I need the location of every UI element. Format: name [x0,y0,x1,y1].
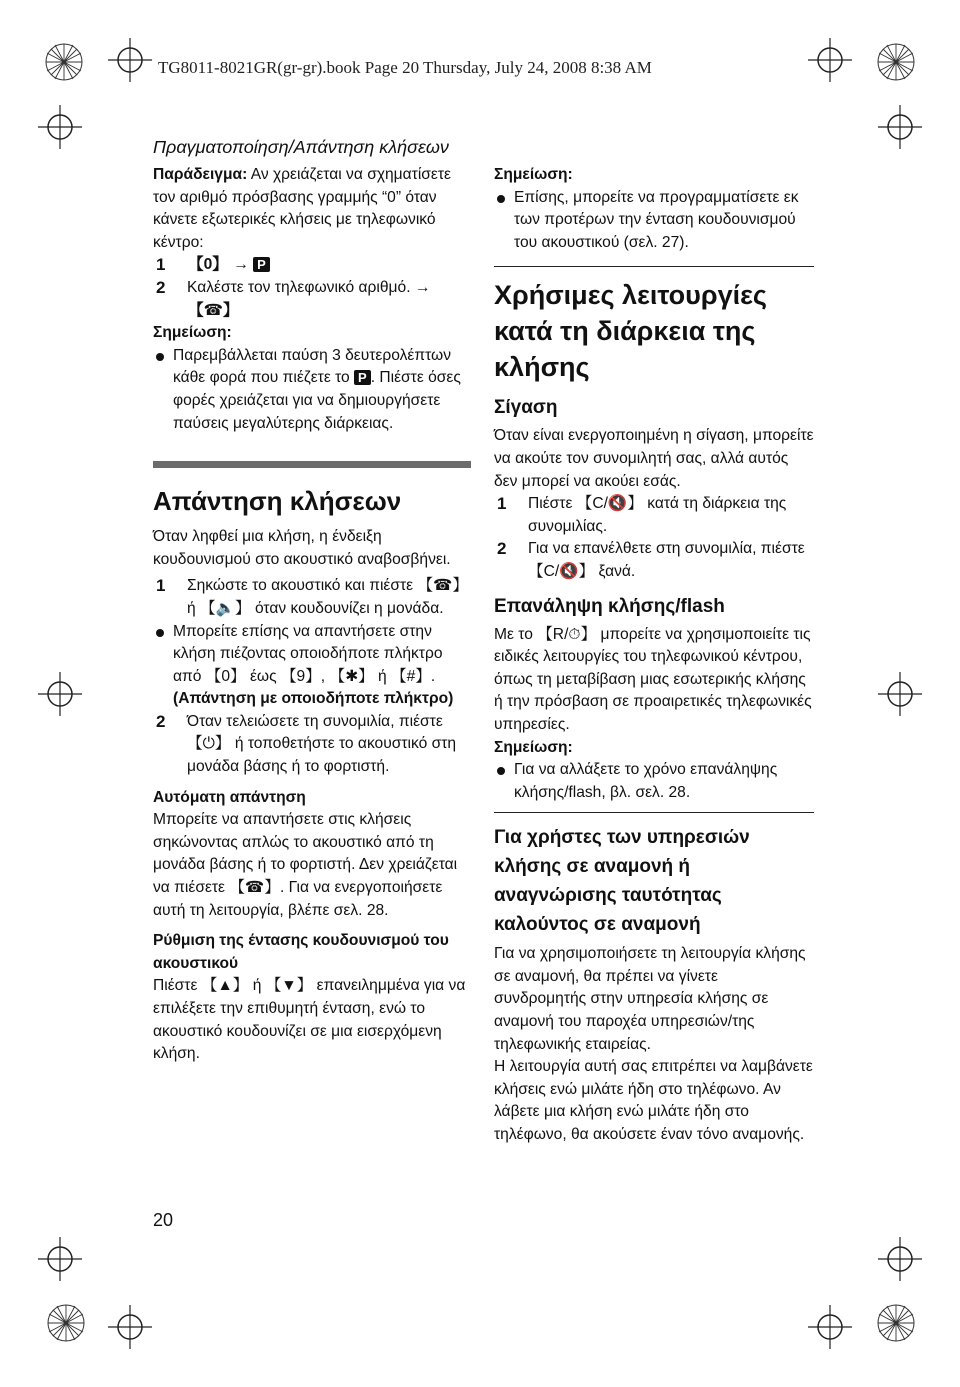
example-paragraph [153,164,471,254]
registration-mark-bottom-right [808,1305,852,1349]
arrow: → [228,256,254,274]
registration-mark-top-left [108,38,152,82]
section-divider-bar [153,461,471,468]
note-label: Σημείωση: [153,324,232,342]
step-2 [153,277,471,322]
step-number: 1 [497,494,507,514]
mute-step-1-text: Πιέστε 【C/🔇】 κατά τη διάρκεια της συνομιλίας. [528,495,787,535]
step-number: 2 [497,539,507,559]
page-number: 20 [153,1210,174,1230]
answer-step-1-text: Σηκώστε το ακουστικό και πιέστε 【☎】 ή 【🔈】 όταν κουδουνίζει η μονάδα. [187,577,469,617]
left-column [153,134,471,1066]
registration-mark-left-upper [38,105,82,149]
auto-answer-heading: Αυτόματη απάντηση [153,788,306,806]
call-waiting-text-1: Για να χρησιμοποιήσετε τη λειτουργία κλήσης σε αναμονή, θα πρέπει να γίνετε συνδρομητής στην υπηρεσία κλήσης σε αναμονή του παροχέα υπηρεσιών/της τηλεφωνικής εταιρείας. [494,945,806,1053]
heading-rule [494,812,814,813]
auto-answer-text: Μπορείτε να απαντήσετε στις κλήσεις σηκώνοντας απλώς το ακουστικό από τη μονάδα βάσης ή το φορτιστή. Δεν χρειάζεται να πιέσετε 【☎】. Για να ενεργοποιήσετε αυτή τη λειτουργία, βλέπε σελ. 28. [153,811,458,919]
heading-rule [494,266,814,267]
corner-rosette-top-left [44,42,84,82]
registration-mark-right-upper [878,105,922,149]
note-label: Σημείωση: [494,166,573,183]
registration-mark-bottom-left [108,1305,152,1349]
registration-mark-right-lower [878,1237,922,1281]
right-column [494,164,814,1147]
step-number: 2 [156,711,166,731]
note-text-b: . Πιέστε όσες φορές χρειάζεται για να δημιουργήσετε παύσεις μεγαλύτερης διάρκειας. [173,369,461,432]
registration-mark-right-middle [878,672,922,716]
pause-key-icon: P [354,370,371,385]
mute-step-2-text: Για να επανέλθετε στη συνομιλία, πιέστε 【C/🔇】 ξανά. [528,540,805,580]
answer-step-1 [153,575,471,620]
recall-note-label: Σημείωση: [494,738,573,756]
example-label: Παράδειγμα: [153,166,248,183]
recall-text: Με το 【R/⏱】 μπορείτε να χρησιμοποιείτε τις ειδικές λειτουργίες του τηλεφωνικού κέντρου, όπως τη μεταβίβαση μιας εσωτερικής κλήσης ή την πρόσβαση σε προαιρετικές τηλεφωνικές υπηρεσίες. [494,625,812,733]
recall-note-bullet: Για να αλλάξετε το χρόνο επανάληψης κλήσης/flash, βλ. σελ. 28. [494,759,814,804]
corner-rosette-bottom-right [876,1303,916,1343]
key-0: 【0】 [188,256,228,274]
note-bullet: Επίσης, μπορείτε να προγραμματίσετε εκ των προτέρων την ένταση κουδουνισμού του ακουστικού (σελ. 27). [494,187,814,255]
useful-features-heading: Χρήσιμες λειτουργίες κατά τη διάρκεια της κλήσης [494,280,767,383]
ringer-volume-text: Πιέστε 【▲】 ή 【▼】 επανειλημμένα για να επιλέξετε την επιθυμητή ένταση, ενώ το ακουστικό κουδουνίζει σε μια εισερχόμενη κλήση. [153,977,466,1063]
step-number: 1 [156,255,166,275]
corner-rosette-top-right [876,42,916,82]
pause-key-icon: P [253,257,270,272]
step-1 [153,254,471,277]
call-waiting-heading: Για χρήστες των υπηρεσιών κλήσης σε αναμονή ή αναγνώρισης ταυτότητας καλούντος σε αναμονή [494,827,750,936]
mute-step-2 [494,538,814,583]
print-header: TG8011-8021GR(gr-gr).book Page 20 Thursday, July 24, 2008 8:38 AM [158,58,652,77]
mute-heading: Σίγαση [494,397,558,419]
registration-mark-left-lower [38,1237,82,1281]
answer-heading: Απάντηση κλήσεων [153,486,402,517]
corner-rosette-bottom-left [46,1303,86,1343]
step-number: 2 [156,277,166,297]
step-2-text: Καλέστε τον τηλεφωνικό αριθμό. → [187,278,431,296]
recall-heading: Επανάληψη κλήσης/flash [494,595,725,617]
section-title: Πραγματοποίηση/Απάντηση κλήσεων [153,137,449,157]
note-text-a: Παρεμβάλλεται παύση 3 δευτερολέπτων κάθε φορά που πιέζετε το [173,346,452,387]
step-number: 1 [156,576,166,596]
answer-step-2-text: Όταν τελειώσετε τη συνομιλία, πιέστε 【⏻】 ή τοποθετήστε το ακουστικό στη μονάδα βάσης ή το φορτιστή. [187,712,457,776]
answer-any-key: (Απάντηση με οποιοδήποτε πλήκτρο) [173,690,454,708]
note-bullet [153,345,471,435]
registration-mark-left-middle [38,672,82,716]
registration-mark-top-right [808,38,852,82]
answer-step-1-bullet-text: Μπορείτε επίσης να απαντήσετε στην κλήση πιέζοντας οποιοδήποτε πλήκτρο από 【0】 έως 【9】, 【✱】 ή 【#】. [173,622,443,685]
mute-step-1 [494,493,814,538]
talk-key: 【☎】 [188,301,239,319]
answer-step-2 [153,711,471,779]
answer-step-1-bullet [153,621,471,711]
mute-text: Όταν είναι ενεργοποιημένη η σίγαση, μπορείτε να ακούτε τον συνομιλητή σας, αλλά αυτός δεν μπορεί να ακούει εσάς. [494,427,814,490]
ringer-volume-heading: Ρύθμιση της έντασης κουδουνισμού του ακουστικού [153,932,449,972]
answer-intro: Όταν ληφθεί μια κλήση, η ένδειξη κουδουνισμού στο ακουστικό αναβοσβήνει. [153,528,451,568]
example-text: Αν χρειάζεται να σχηματίσετε τον αριθμό πρόσβασης γραμμής “0” όταν κάνετε εξωτερικές κλήσεις με τηλεφωνικό κέντρο: [153,166,451,251]
call-waiting-text-2: Η λειτουργία αυτή σας επιτρέπει να λαμβάνετε κλήσεις ενώ μιλάτε ήδη στο τηλέφωνο. Αν λάβετε μια κλήση ενώ μιλάτε ήδη στο τηλέφωνο, θα ακούσετε έναν τόνο αναμονής. [494,1058,813,1144]
